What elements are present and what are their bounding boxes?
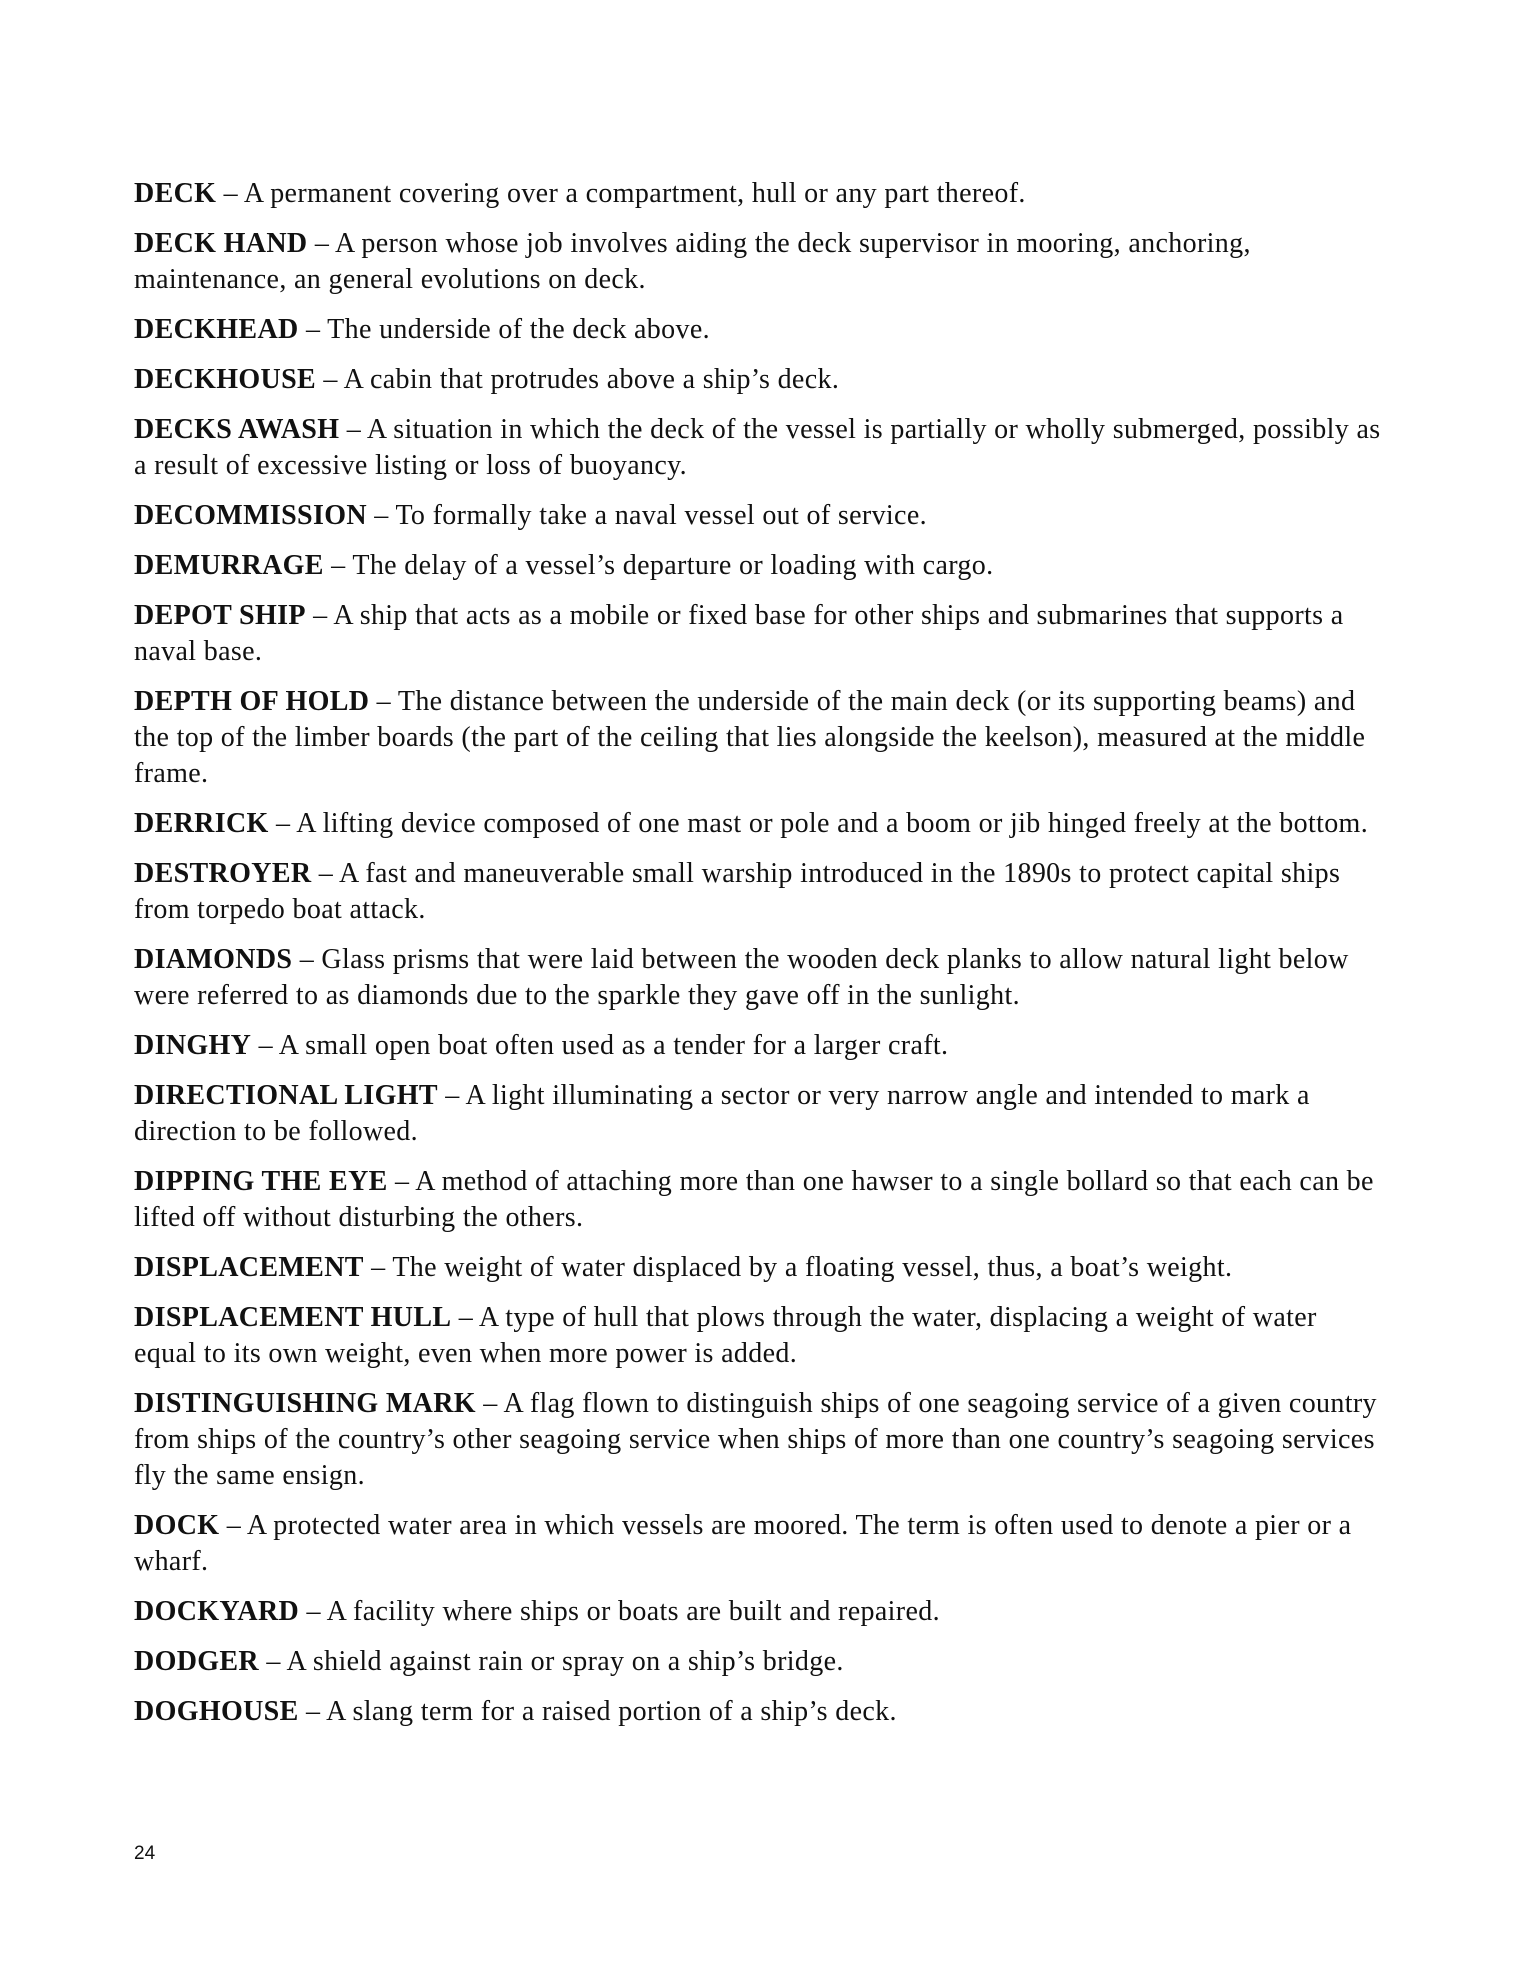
term-separator: – (316, 364, 344, 395)
glossary-definition: To formally take a naval vessel out of service. (395, 500, 927, 531)
glossary-term: DESTROYER (134, 858, 312, 889)
glossary-term: DISPLACEMENT HULL (134, 1302, 452, 1333)
term-separator: – (268, 808, 297, 839)
glossary-entry (134, 226, 1384, 298)
glossary-entry (134, 362, 1384, 398)
term-separator: – (311, 858, 339, 889)
term-separator: – (298, 1696, 327, 1727)
glossary-definition: A person whose job involves aiding the deck supervisor in mooring, anchoring, maintenance, an general evolutions on deck. (134, 228, 1251, 295)
term-separator: – (298, 314, 328, 345)
glossary-definition: A type of hull that plows through the water, displacing a weight of water equal to its own weight, even when more power is added. (134, 1302, 1317, 1369)
glossary-term: DISTINGUISHING MARK (134, 1388, 476, 1419)
glossary-definition: The weight of water displaced by a floating vessel, thus, a boat’s weight. (392, 1252, 1233, 1283)
term-separator: – (307, 228, 336, 259)
term-separator: – (363, 1252, 393, 1283)
glossary-term: DOCK (134, 1510, 220, 1541)
glossary-entry (134, 806, 1384, 842)
glossary-term: DIAMONDS (134, 944, 293, 975)
glossary-term: DECOMMISSION (134, 500, 367, 531)
glossary-term: DECKS AWASH (134, 414, 340, 445)
glossary-definition: The delay of a vessel’s departure or loading with cargo. (352, 550, 994, 581)
glossary-definition: A fast and maneuverable small warship introduced in the 1890s to protect capital ships from torpedo boat attack. (134, 858, 1341, 925)
glossary-term: DEPTH OF HOLD (134, 686, 370, 717)
glossary-entry (134, 1028, 1384, 1064)
glossary-term: DISPLACEMENT (134, 1252, 364, 1283)
glossary-term: DECKHEAD (134, 314, 299, 345)
glossary-term: DECKHOUSE (134, 364, 317, 395)
glossary-term: DIRECTIONAL LIGHT (134, 1080, 438, 1111)
term-separator: – (387, 1166, 416, 1197)
glossary-entry (134, 1386, 1384, 1494)
glossary-entry (134, 1594, 1384, 1630)
glossary-definition: A method of attaching more than one hawser to a single bollard so that each can be lifted off without disturbing the others. (134, 1166, 1374, 1233)
glossary-definition: A ship that acts as a mobile or fixed base for other ships and submarines that supports a naval base. (134, 600, 1344, 667)
term-separator: – (259, 1646, 287, 1677)
glossary-term: DERRICK (134, 808, 269, 839)
term-separator: – (451, 1302, 479, 1333)
glossary-entry (134, 1250, 1384, 1286)
glossary-term: DOGHOUSE (134, 1696, 299, 1727)
term-separator: – (251, 1030, 279, 1061)
glossary-list (134, 176, 1384, 1744)
term-separator: – (219, 1510, 247, 1541)
glossary-entry (134, 1508, 1384, 1580)
glossary-entry (134, 684, 1384, 792)
glossary-term: DECK (134, 178, 217, 209)
glossary-definition: A protected water area in which vessels are moored. The term is often used to denote a pier or a wharf. (134, 1510, 1352, 1577)
glossary-definition: A small open boat often used as a tender for a larger craft. (278, 1030, 949, 1061)
glossary-entry (134, 1078, 1384, 1150)
glossary-definition: A light illuminating a sector or very narrow angle and intended to mark a direction to be followed. (134, 1080, 1310, 1147)
glossary-definition: A permanent covering over a compartment, hull or any part thereof. (243, 178, 1026, 209)
glossary-definition: A slang term for a raised portion of a ship’s deck. (326, 1696, 897, 1727)
glossary-entry (134, 598, 1384, 670)
page-number: 24 (134, 1843, 156, 1864)
glossary-term: DIPPING THE EYE (134, 1166, 388, 1197)
glossary-definition: A facility where ships or boats are built and repaired. (326, 1596, 940, 1627)
glossary-term: DOCKYARD (134, 1596, 300, 1627)
glossary-definition: Glass prisms that were laid between the wooden deck planks to allow natural light below were referred to as diamonds due to the sparkle they gave off in the sunlight. (134, 944, 1349, 1011)
glossary-term: DINGHY (134, 1030, 252, 1061)
term-separator: – (437, 1080, 466, 1111)
glossary-entry (134, 856, 1384, 928)
glossary-entry (134, 176, 1384, 212)
glossary-entry (134, 1644, 1384, 1680)
glossary-entry (134, 548, 1384, 584)
glossary-entry (134, 1300, 1384, 1372)
term-separator: – (339, 414, 367, 445)
term-separator: – (216, 178, 244, 209)
glossary-definition: A shield against rain or spray on a ship’s bridge. (286, 1646, 844, 1677)
glossary-entry (134, 1694, 1384, 1730)
glossary-definition: A situation in which the deck of the vessel is partially or wholly submerged, possibly as a result of excessive listing or loss of buoyancy. (134, 414, 1381, 481)
term-separator: – (299, 1596, 327, 1627)
term-separator: – (475, 1388, 504, 1419)
glossary-definition: A flag flown to distinguish ships of one seagoing service of a given country from ships of the country’s other seagoing service when ships of more than one country’s seagoing services fly the same ensign. (134, 1388, 1377, 1491)
glossary-entry (134, 942, 1384, 1014)
glossary-entry (134, 1164, 1384, 1236)
term-separator: – (366, 500, 396, 531)
glossary-definition: The underside of the deck above. (327, 314, 710, 345)
glossary-entry (134, 312, 1384, 348)
glossary-term: DEMURRAGE (134, 550, 324, 581)
glossary-definition: A lifting device composed of one mast or pole and a boom or jib hinged freely at the bottom. (296, 808, 1369, 839)
glossary-term: DECK HAND (134, 228, 308, 259)
term-separator: – (323, 550, 353, 581)
glossary-term: DODGER (134, 1646, 259, 1677)
glossary-definition: The distance between the underside of the main deck (or its supporting beams) and the top of the limber boards (the part of the ceiling that lies alongside the keelson), measured at the middle frame. (134, 686, 1366, 789)
glossary-entry (134, 498, 1384, 534)
term-separator: – (305, 600, 334, 631)
term-separator: – (292, 944, 322, 975)
glossary-definition: A cabin that protrudes above a ship’s deck. (343, 364, 840, 395)
term-separator: – (369, 686, 398, 717)
glossary-term: DEPOT SHIP (134, 600, 306, 631)
glossary-entry (134, 412, 1384, 484)
